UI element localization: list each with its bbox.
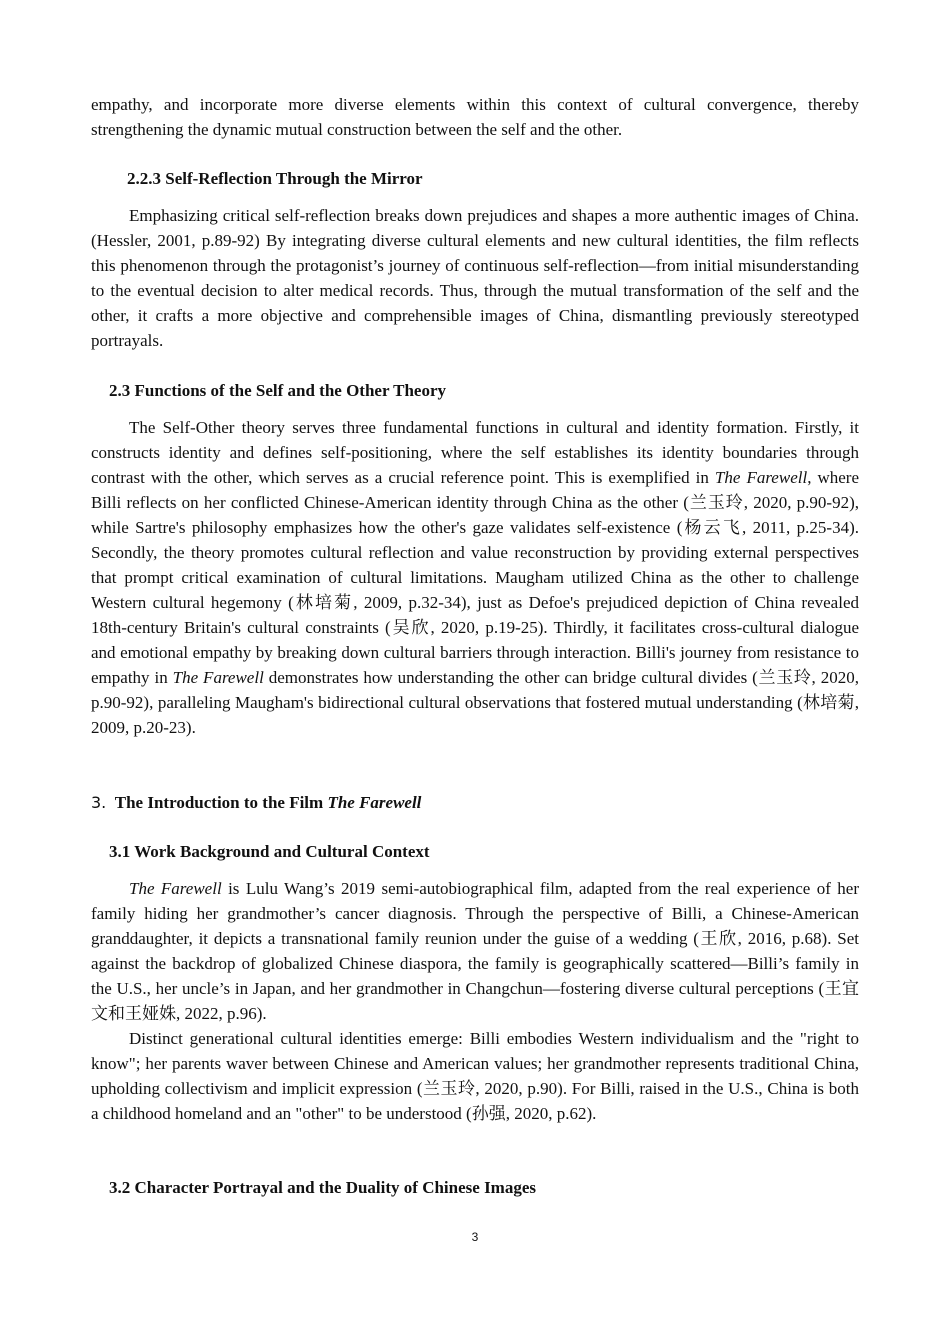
section-3-1-body	[91, 876, 859, 1126]
film-title-italic: The Farewell	[714, 468, 808, 487]
section-heading: 3.1 Work Background and Cultural Context	[109, 842, 430, 861]
section-heading: 2.3 Functions of the Self and the Other Theory	[109, 381, 447, 400]
body-paragraph	[91, 415, 859, 740]
section-2-2-3-body	[91, 203, 859, 353]
section-heading-2-2-3	[127, 166, 859, 191]
body-paragraph	[91, 876, 859, 1026]
section-heading-3-2	[109, 1175, 859, 1200]
page-number: 3	[471, 1230, 479, 1244]
section-heading-3-1	[109, 839, 859, 864]
film-title-italic: The Farewell	[172, 668, 264, 687]
section-2-3-body	[91, 415, 859, 740]
text-run: demonstrates how understanding the other can bridge cultural divides (兰玉玲, 2020, p.90-92), paralleling Maugham's bidirectional cultural observations that fostered mutual understanding (林培菊, 2009, p.20-23).	[91, 668, 859, 737]
section-heading-2-3	[109, 378, 859, 403]
section-heading-3	[91, 790, 859, 815]
intro-paragraph: empathy, and incorporate more diverse elements within this context of cultural convergence, thereby strengthening the dynamic mutual construction between the self and the other.	[91, 95, 859, 139]
intro-paragraph-block	[91, 92, 859, 142]
film-title-italic: The Farewell	[327, 793, 422, 812]
section-heading: 3.2 Character Portrayal and the Duality of Chinese Images	[109, 1178, 537, 1197]
section-heading: 2.2.3 Self-Reflection Through the Mirror	[127, 169, 423, 188]
film-title-italic: The Farewell	[129, 879, 222, 898]
body-paragraph: Distinct generational cultural identities emerge: Billi embodies Western individualism and the "right to know"; her parents waver between Chinese and American values; her grandmother represents traditional China, upholding collectivism and implicit expression (兰玉玲, 2020, p.90). For Billi, raised in the U.S., China is both a childhood homeland and an "other" to be understood (孙强, 2020, p.62).	[91, 1029, 859, 1123]
text-run: The Self-Other theory serves three fundamental functions in cultural and identity formation. Firstly, it constructs identity and defines self-positioning, where the self establishes its identity boundaries through contrast with the other, which serves as a crucial reference point. This is exemplified in	[91, 418, 859, 487]
text-run: is Lulu Wang’s 2019 semi-autobiographical film, adapted from the real experience of her family hiding her grandmother’s cancer diagnosis. Through the perspective of Billi, a Chinese-American granddaughter, it depicts a transnational family reunion under the guise of a wedding (王欣, 2016, p.68). Set against the backdrop of globalized Chinese diaspora, the family is geographically scattered—Billi’s family in the U.S., her uncle’s in Japan, and her grandmother in Changchun—fostering diverse cultural perceptions (王宜文和王娅姝, 2022, p.96).	[91, 879, 860, 1023]
text-run: , where Billi reflects on her conflicted Chinese-American identity through China as the other (兰玉玲, 2020, p.90-92), while Sartre's philosophy emphasizes how the other's gaze validates self-existence (杨云飞, 2011, p.25-34). Secondly, the theory promotes cultural reflection and value reconstruction by providing external perspectives that prompt critical examination of cultural limitations. Maugham utilized China as the other to challenge Western cultural hegemony (林培菊, 2009, p.32-34), just as Defoe's prejudiced depiction of China revealed 18th-century Britain's cultural constraints (吴欣, 2020, p.19-25). Thirdly, it facilitates cross-cultural dialogue and emotional empathy by breaking down cultural barriers through interaction. Billi's journey from resistance to empathy in	[91, 468, 860, 687]
section-heading: The Introduction to the Film	[114, 793, 328, 812]
body-paragraph: Emphasizing critical self-reflection breaks down prejudices and shapes a more authentic images of China. (Hessler, 2001, p.89-92) By integrating diverse cultural elements and new cultural identities, the film reflects this phenomenon through the protagonist’s journey of continuous self-reflection—from initial misunderstanding to the eventual decision to alter medical records. Thus, through the mutual transformation of the self and the other, it crafts a more objective and comprehensible images of China, dismantling previously stereotyped portrayals.	[91, 206, 859, 350]
section-number: 3.	[91, 793, 107, 812]
